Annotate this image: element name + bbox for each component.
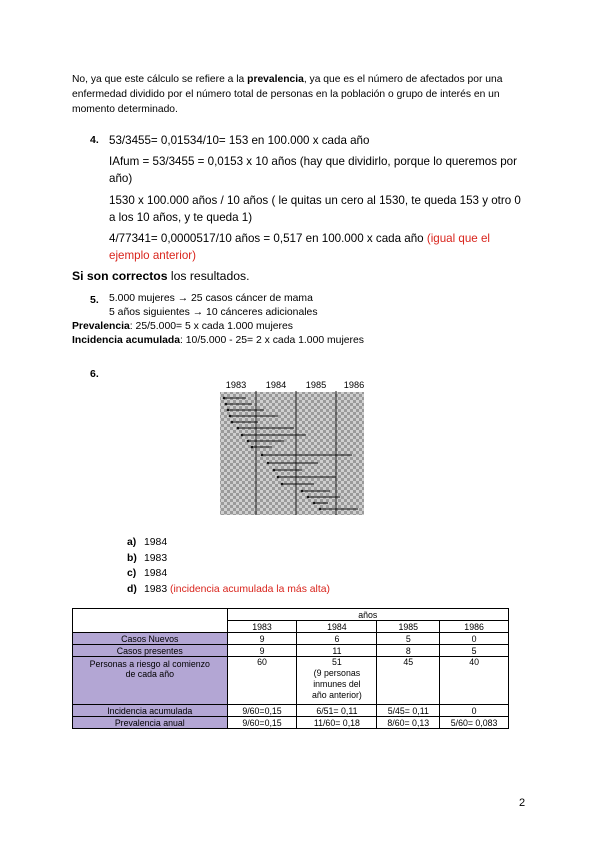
table-cell: 11 [297,645,377,657]
item-4-line-4 [109,230,529,264]
answer-b-text: 1983 [144,552,168,564]
table-cell: 6/51= 0,11 [297,705,377,717]
table-cell: 9/60=0,15 [227,717,297,729]
item-6-number: 6. [90,368,99,380]
table-cell: 9 [227,645,297,657]
table-cell: 5/45= 0,11 [377,705,440,717]
item-5-incidencia [72,335,364,346]
table-cell: 6 [297,633,377,645]
diagram-year-1983: 1983 [225,380,247,390]
row-label-casos-nuevos: Casos Nuevos [73,633,228,645]
answer-b [127,551,330,567]
diagram-year-1985: 1985 [305,380,327,390]
table-cell: 11/60= 0,18 [297,717,377,729]
item-5-number: 5. [90,294,99,306]
conclusion-line [72,268,249,284]
table-cell: 9/60=0,15 [227,705,297,717]
table-cell-value: 51 [332,657,342,667]
answer-c-letter: c) [127,568,137,579]
intro-text-pre: No, ya que este cálculo se refiere a la [72,74,248,85]
answer-d [127,582,330,598]
item-4-line-4-note: (igual que el ejemplo anterior) [109,232,490,262]
table-year-1986: 1986 [440,621,509,633]
incidencia-value: : 10/5.000 - 25= 2 x cada 1.000 mujeres [180,335,364,346]
table-header-row-title [73,609,509,621]
table-year-1985: 1985 [377,621,440,633]
table-year-1983: 1983 [227,621,297,633]
answer-a-letter: a) [127,537,137,548]
conclusion-bold: Si son correctos [72,269,168,283]
item-4-line-1: 53/3455= 0,01534/10= 153 en 100.000 x cada año [109,134,370,147]
row-label-casos-presentes: Casos presentes [73,645,228,657]
conclusion-rest: los resultados. [167,269,250,283]
table-corner [73,609,228,633]
table-cell: 9 [227,633,297,645]
diagram-year-1986: 1986 [343,380,365,390]
table-cell: 5 [377,633,440,645]
table-cell-note: (9 personas inmunes del año anterior) [311,668,362,700]
table-row [73,705,509,717]
incidencia-label: Incidencia acumulada [72,335,180,346]
table-cell: 45 [377,657,440,705]
cohort-timeline-diagram [218,379,366,517]
item-5-prevalencia [72,321,293,332]
table-row [73,633,509,645]
intro-bold-prevalencia: prevalencia [247,74,304,85]
answers-list [127,535,330,597]
table-cell: 5/60= 0,083 [440,717,509,729]
table-cell: 40 [440,657,509,705]
item-4-line-3: 1530 x 100.000 años / 10 años ( le quitas un cero al 1530, te queda 153 y otro 0 a los 10 años, y te queda 1) [109,194,521,224]
epidemiology-table [72,608,509,729]
intro-paragraph [72,72,532,117]
answer-b-letter: b) [127,552,137,564]
item-4-line-4-calc: 4/77341= 0,0000517/10 años = 0,517 en 100.000 x cada año [109,232,427,245]
table-cell: 0 [440,705,509,717]
item-5-line-1: 5.000 mujeres → 25 casos cáncer de mama [109,293,313,304]
diagram-year-1984: 1984 [265,380,287,390]
intro-text-post: , ya que es el número de afectados por una enfermedad dividido por el número total de personas en la población o grupo de interés en un momento determinado. [72,74,503,115]
item-4-number: 4. [90,134,99,146]
table-cell: 60 [227,657,297,705]
answer-a [127,535,330,551]
row-label-incidencia: Incidencia acumulada [73,705,228,717]
table-cell: 0 [440,633,509,645]
row-label-prevalencia: Prevalencia anual [73,717,228,729]
table-cell-1984-riesgo [297,657,377,705]
table-cell: 8/60= 0,13 [377,717,440,729]
page-number: 2 [519,797,526,809]
table-row [73,657,509,705]
item-5-line-2: 5 años siguientes → 10 cánceres adicionales [109,307,318,318]
table-cell: 5 [440,645,509,657]
answer-d-note: (incidencia acumulada la más alta) [170,583,330,595]
answer-a-text: 1984 [144,537,168,548]
table-cell: 8 [377,645,440,657]
table-header-anos: años [227,609,508,621]
prevalencia-label: Prevalencia [72,321,130,332]
prevalencia-value: : 25/5.000= 5 x cada 1.000 mujeres [129,321,293,332]
answer-c-text: 1984 [144,568,168,579]
table-row [73,645,509,657]
answer-d-letter: d) [127,583,137,595]
answer-d-text: 1983 [144,583,171,595]
table-row [73,717,509,729]
table-year-1984: 1984 [297,621,377,633]
answer-c [127,566,330,582]
item-4-line-2: IAfum = 53/3455 = 0,0153 x 10 años (hay que dividirlo, porque lo queremos por año) [109,155,517,185]
row-label-personas-riesgo: Personas a riesgo al comienzo de cada año [73,657,228,705]
